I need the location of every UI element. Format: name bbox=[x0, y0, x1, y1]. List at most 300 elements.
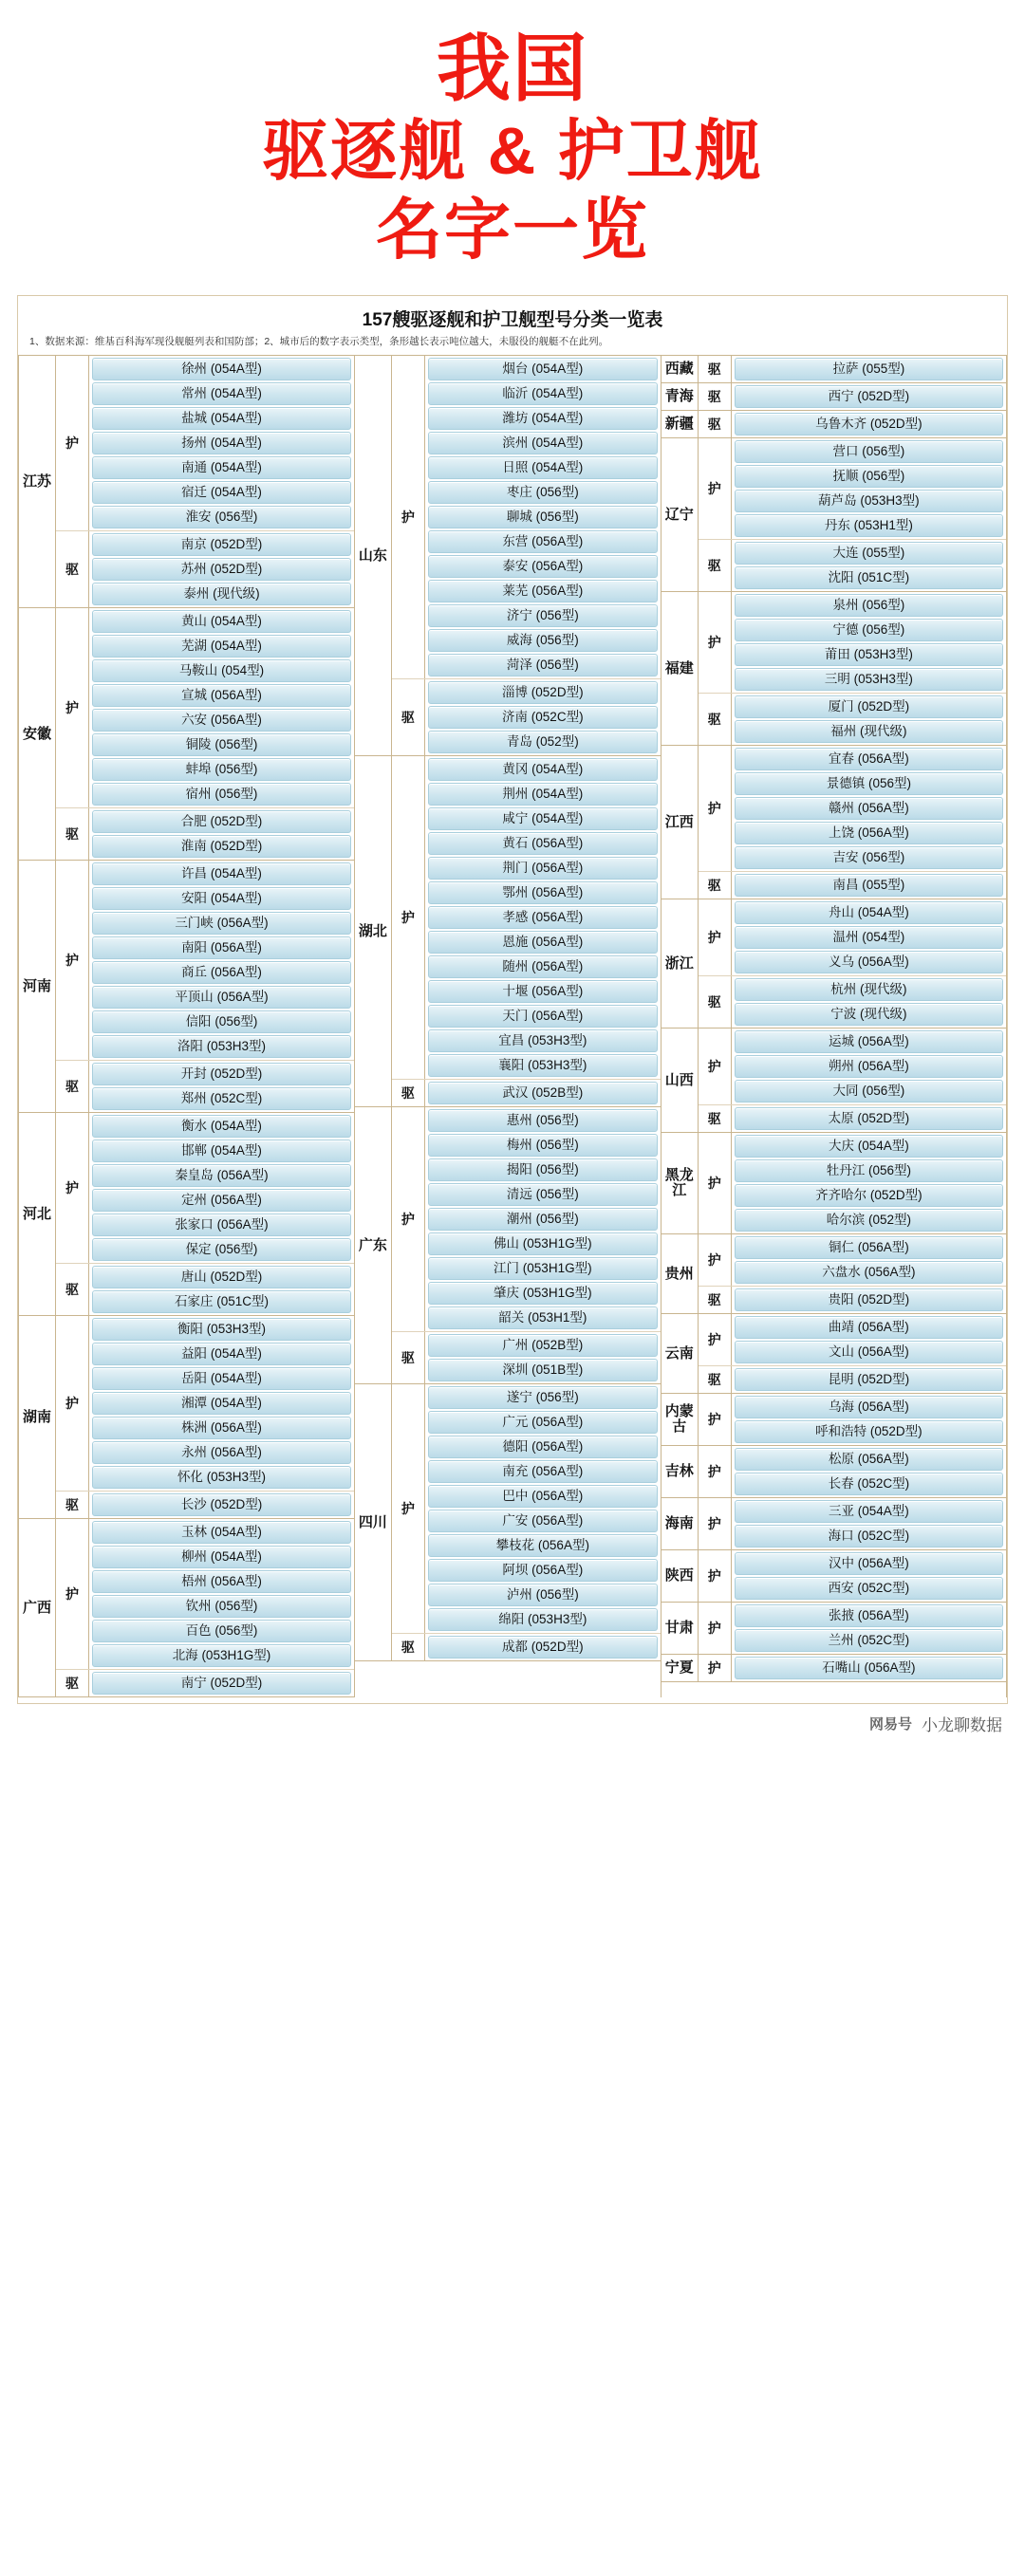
ship-type-label: 驱 bbox=[392, 1634, 425, 1660]
ship-name-chip: 攀枝花 (056A型) bbox=[428, 1534, 658, 1557]
province-body bbox=[699, 1603, 1006, 1654]
ship-name-chip: 济南 (052C型) bbox=[428, 706, 658, 729]
ship-type-label: 护 bbox=[392, 1384, 425, 1633]
province-body bbox=[699, 411, 1006, 437]
ship-name-list bbox=[425, 1332, 661, 1383]
ship-name-chip: 丹东 (053H1型) bbox=[735, 514, 1003, 537]
ship-name-chip: 梅州 (056型) bbox=[428, 1134, 658, 1157]
ship-name-chip: 乌鲁木齐 (052D型) bbox=[735, 413, 1003, 436]
ship-type-row bbox=[699, 438, 1006, 540]
province-label: 福建 bbox=[662, 592, 699, 745]
ship-name-chip: 清远 (056型) bbox=[428, 1183, 658, 1206]
ship-type-label: 护 bbox=[699, 1234, 732, 1286]
ship-type-row bbox=[699, 694, 1006, 745]
ship-type-label: 驱 bbox=[56, 808, 89, 860]
ship-name-list bbox=[732, 976, 1006, 1028]
ship-type-label: 护 bbox=[699, 1550, 732, 1602]
ship-type-row bbox=[56, 1519, 354, 1670]
ship-type-row bbox=[56, 1316, 354, 1492]
ship-name-chip: 岳阳 (054A型) bbox=[92, 1367, 351, 1390]
ship-name-chip: 泸州 (056型) bbox=[428, 1584, 658, 1606]
province-label: 甘肃 bbox=[662, 1603, 699, 1654]
province-label: 广东 bbox=[355, 1107, 392, 1383]
ship-name-chip: 泰州 (现代级) bbox=[92, 583, 351, 605]
ship-name-chip: 哈尔滨 (052型) bbox=[735, 1209, 1003, 1232]
ship-name-chip: 宣城 (056A型) bbox=[92, 684, 351, 707]
ship-type-label: 护 bbox=[56, 1316, 89, 1491]
ship-name-chip: 黄石 (056A型) bbox=[428, 832, 658, 855]
ship-type-label: 驱 bbox=[56, 531, 89, 607]
ship-name-chip: 潍坊 (054A型) bbox=[428, 407, 658, 430]
ship-name-list bbox=[732, 872, 1006, 899]
ship-type-row bbox=[392, 756, 661, 1080]
ship-name-chip: 郑州 (052C型) bbox=[92, 1087, 351, 1110]
ship-type-row bbox=[699, 356, 1006, 382]
ship-name-chip: 赣州 (056A型) bbox=[735, 797, 1003, 820]
table-note: 1、数据来源：维基百科海军现役舰艇列表和国防部；2、城市后的数字表示类型，条形越长表示吨位越大，未服役的舰艇不在此列。 bbox=[29, 336, 609, 348]
table-column bbox=[354, 356, 661, 1697]
ship-name-chip: 泰安 (056A型) bbox=[428, 555, 658, 578]
ship-name-chip: 厦门 (052D型) bbox=[735, 695, 1003, 718]
ship-name-chip: 宜春 (056A型) bbox=[735, 748, 1003, 770]
ship-type-row bbox=[56, 861, 354, 1061]
ship-name-chip: 肇庆 (053H1G型) bbox=[428, 1282, 658, 1305]
ship-type-label: 护 bbox=[56, 1113, 89, 1263]
ship-name-chip: 呼和浩特 (052D型) bbox=[735, 1420, 1003, 1443]
ship-name-chip: 西安 (052C型) bbox=[735, 1577, 1003, 1600]
ship-type-label: 驱 bbox=[392, 1080, 425, 1106]
ship-name-list bbox=[732, 1314, 1006, 1365]
ship-type-row bbox=[699, 383, 1006, 410]
province-group bbox=[662, 1498, 1006, 1550]
footer bbox=[0, 1704, 1025, 1749]
ship-name-chip: 日照 (054A型) bbox=[428, 456, 658, 479]
province-label: 陕西 bbox=[662, 1550, 699, 1602]
ship-name-list bbox=[732, 540, 1006, 591]
ship-type-label: 驱 bbox=[56, 1061, 89, 1112]
ship-type-label: 护 bbox=[699, 438, 732, 539]
ship-name-chip: 马鞍山 (054型) bbox=[92, 659, 351, 682]
province-group bbox=[662, 356, 1006, 383]
title-line-1: 我国 bbox=[436, 27, 588, 110]
province-body bbox=[699, 746, 1006, 899]
ship-name-chip: 景德镇 (056型) bbox=[735, 772, 1003, 795]
province-body bbox=[56, 1113, 354, 1315]
ship-name-chip: 长春 (052C型) bbox=[735, 1473, 1003, 1495]
ship-name-chip: 南京 (052D型) bbox=[92, 533, 351, 556]
ship-name-chip: 牡丹江 (056型) bbox=[735, 1159, 1003, 1182]
ship-name-chip: 宜昌 (053H3型) bbox=[428, 1029, 658, 1052]
ship-name-list bbox=[89, 1519, 354, 1669]
province-body bbox=[699, 438, 1006, 591]
ship-table-card bbox=[17, 295, 1008, 1704]
ship-name-list bbox=[425, 1107, 661, 1331]
province-label: 山东 bbox=[355, 356, 392, 755]
ship-name-list bbox=[732, 746, 1006, 871]
ship-type-row bbox=[392, 1107, 661, 1332]
ship-name-list bbox=[425, 1384, 661, 1633]
ship-name-list bbox=[89, 1061, 354, 1112]
province-label: 内蒙古 bbox=[662, 1394, 699, 1445]
ship-type-row bbox=[699, 1446, 1006, 1497]
ship-name-chip: 荆州 (054A型) bbox=[428, 783, 658, 806]
province-group bbox=[662, 1603, 1006, 1655]
province-label: 黑龙江 bbox=[662, 1133, 699, 1233]
province-group bbox=[662, 1655, 1006, 1682]
ship-name-chip: 常州 (054A型) bbox=[92, 382, 351, 405]
ship-name-list bbox=[732, 1603, 1006, 1654]
ship-type-label: 护 bbox=[699, 1446, 732, 1497]
ship-name-chip: 葫芦岛 (053H3型) bbox=[735, 490, 1003, 512]
ship-name-list bbox=[732, 694, 1006, 745]
ship-name-list bbox=[732, 383, 1006, 410]
ship-name-chip: 六盘水 (056A型) bbox=[735, 1261, 1003, 1284]
province-body bbox=[392, 1384, 661, 1660]
ship-name-chip: 抚顺 (056型) bbox=[735, 465, 1003, 488]
ship-type-label: 驱 bbox=[699, 383, 732, 410]
ship-name-chip: 西宁 (052D型) bbox=[735, 385, 1003, 408]
province-body bbox=[56, 356, 354, 607]
ship-name-chip: 衡水 (054A型) bbox=[92, 1115, 351, 1138]
province-body bbox=[56, 1316, 354, 1518]
ship-name-chip: 深圳 (051B型) bbox=[428, 1359, 658, 1381]
ship-name-chip: 梧州 (056A型) bbox=[92, 1570, 351, 1593]
ship-name-chip: 菏泽 (056型) bbox=[428, 654, 658, 676]
province-label: 河北 bbox=[19, 1113, 56, 1315]
province-group bbox=[19, 1519, 354, 1697]
ship-type-row bbox=[56, 356, 354, 531]
ship-type-row bbox=[56, 531, 354, 607]
ship-name-chip: 莆田 (053H3型) bbox=[735, 643, 1003, 666]
ship-name-list bbox=[732, 1498, 1006, 1549]
province-body bbox=[56, 1519, 354, 1696]
ship-type-label: 护 bbox=[699, 1029, 732, 1104]
province-group bbox=[662, 411, 1006, 438]
ship-name-list bbox=[89, 608, 354, 807]
ship-type-row bbox=[699, 1655, 1006, 1681]
ship-type-label: 护 bbox=[392, 756, 425, 1079]
ship-name-chip: 松原 (056A型) bbox=[735, 1448, 1003, 1471]
ship-name-chip: 怀化 (053H3型) bbox=[92, 1466, 351, 1489]
ship-name-chip: 襄阳 (053H3型) bbox=[428, 1054, 658, 1077]
ship-type-row bbox=[392, 1332, 661, 1383]
ship-name-chip: 玉林 (054A型) bbox=[92, 1521, 351, 1544]
ship-name-chip: 苏州 (052D型) bbox=[92, 558, 351, 581]
ship-type-row bbox=[56, 1061, 354, 1112]
province-body bbox=[699, 1498, 1006, 1549]
ship-name-chip: 益阳 (054A型) bbox=[92, 1343, 351, 1365]
ship-type-label: 护 bbox=[699, 746, 732, 871]
ship-type-row bbox=[56, 608, 354, 808]
ship-type-row bbox=[699, 872, 1006, 899]
ship-type-label: 护 bbox=[699, 1603, 732, 1654]
province-label: 浙江 bbox=[662, 899, 699, 1028]
ship-name-chip: 北海 (053H1G型) bbox=[92, 1644, 351, 1667]
ship-name-chip: 曲靖 (056A型) bbox=[735, 1316, 1003, 1339]
province-group bbox=[355, 1384, 661, 1661]
ship-name-chip: 淄博 (052D型) bbox=[428, 681, 658, 704]
ship-name-chip: 安阳 (054A型) bbox=[92, 887, 351, 910]
province-group bbox=[355, 756, 661, 1107]
ship-type-row bbox=[699, 1498, 1006, 1549]
ship-type-label: 护 bbox=[392, 356, 425, 678]
province-label: 江苏 bbox=[19, 356, 56, 607]
ship-type-label: 护 bbox=[699, 1498, 732, 1549]
ship-type-label: 护 bbox=[699, 1314, 732, 1365]
ship-name-chip: 杭州 (现代级) bbox=[735, 978, 1003, 1001]
title-block bbox=[0, 0, 1025, 286]
ship-type-label: 护 bbox=[699, 1133, 732, 1233]
ship-name-list bbox=[732, 438, 1006, 539]
ship-name-list bbox=[732, 1105, 1006, 1132]
ship-type-label: 驱 bbox=[699, 1366, 732, 1393]
ship-name-chip: 柳州 (054A型) bbox=[92, 1546, 351, 1568]
province-body bbox=[56, 861, 354, 1112]
ship-type-label: 驱 bbox=[699, 356, 732, 382]
ship-name-chip: 德阳 (056A型) bbox=[428, 1436, 658, 1458]
ship-type-label: 驱 bbox=[699, 1287, 732, 1313]
province-label: 宁夏 bbox=[662, 1655, 699, 1681]
province-body bbox=[392, 1107, 661, 1383]
ship-name-chip: 盐城 (054A型) bbox=[92, 407, 351, 430]
ship-type-label: 驱 bbox=[392, 1332, 425, 1383]
ship-type-row bbox=[699, 1133, 1006, 1233]
province-group bbox=[19, 1316, 354, 1519]
ship-type-row bbox=[699, 1105, 1006, 1132]
province-label: 辽宁 bbox=[662, 438, 699, 591]
ship-name-chip: 阿坝 (056A型) bbox=[428, 1559, 658, 1582]
ship-type-label: 护 bbox=[392, 1107, 425, 1331]
ship-name-list bbox=[89, 861, 354, 1060]
ship-name-chip: 巴中 (056A型) bbox=[428, 1485, 658, 1508]
ship-name-chip: 舟山 (054A型) bbox=[735, 901, 1003, 924]
province-label: 山西 bbox=[662, 1029, 699, 1132]
province-group bbox=[662, 1550, 1006, 1603]
ship-name-chip: 黄冈 (054A型) bbox=[428, 758, 658, 781]
ship-type-row bbox=[699, 1366, 1006, 1393]
ship-type-row bbox=[699, 976, 1006, 1028]
ship-name-chip: 吉安 (056型) bbox=[735, 846, 1003, 869]
ship-name-chip: 遂宁 (056型) bbox=[428, 1386, 658, 1409]
ship-name-chip: 福州 (现代级) bbox=[735, 720, 1003, 743]
ship-name-list bbox=[425, 1080, 661, 1106]
province-body bbox=[392, 356, 661, 755]
ship-name-chip: 东营 (056A型) bbox=[428, 530, 658, 553]
ship-type-row bbox=[392, 1080, 661, 1106]
ship-name-list bbox=[425, 1634, 661, 1660]
ship-name-list bbox=[89, 1264, 354, 1315]
province-body bbox=[392, 756, 661, 1106]
ship-type-label: 驱 bbox=[392, 679, 425, 755]
ship-name-chip: 文山 (056A型) bbox=[735, 1341, 1003, 1363]
ship-type-row bbox=[699, 1394, 1006, 1445]
ship-name-chip: 三亚 (054A型) bbox=[735, 1500, 1003, 1523]
ship-type-label: 驱 bbox=[699, 1105, 732, 1132]
ship-name-chip: 汉中 (056A型) bbox=[735, 1552, 1003, 1575]
province-label: 河南 bbox=[19, 861, 56, 1112]
ship-table-grid bbox=[18, 355, 1007, 1697]
ship-type-row bbox=[699, 411, 1006, 437]
ship-name-list bbox=[89, 1316, 354, 1491]
ship-name-list bbox=[732, 1029, 1006, 1104]
ship-name-chip: 贵阳 (052D型) bbox=[735, 1288, 1003, 1311]
ship-type-row bbox=[699, 899, 1006, 976]
province-group bbox=[662, 1029, 1006, 1133]
province-body bbox=[699, 356, 1006, 382]
province-body bbox=[56, 608, 354, 860]
province-label: 安徽 bbox=[19, 608, 56, 860]
province-body bbox=[699, 383, 1006, 410]
province-body bbox=[699, 1550, 1006, 1602]
province-label: 新疆 bbox=[662, 411, 699, 437]
ship-name-chip: 南通 (054A型) bbox=[92, 456, 351, 479]
ship-name-chip: 三门峡 (056A型) bbox=[92, 912, 351, 935]
ship-name-chip: 邯郸 (054A型) bbox=[92, 1140, 351, 1162]
ship-name-list bbox=[89, 356, 354, 530]
ship-name-list bbox=[732, 1234, 1006, 1286]
ship-name-chip: 南阳 (056A型) bbox=[92, 936, 351, 959]
province-body bbox=[699, 1029, 1006, 1132]
province-body bbox=[699, 1234, 1006, 1313]
table-column bbox=[18, 356, 354, 1697]
ship-type-row bbox=[699, 540, 1006, 591]
ship-type-row bbox=[699, 1550, 1006, 1602]
ship-name-chip: 淮南 (052D型) bbox=[92, 835, 351, 858]
ship-name-list bbox=[425, 679, 661, 755]
ship-type-row bbox=[392, 1634, 661, 1660]
ship-name-chip: 唐山 (052D型) bbox=[92, 1266, 351, 1288]
ship-name-chip: 扬州 (054A型) bbox=[92, 432, 351, 454]
ship-type-label: 驱 bbox=[56, 1264, 89, 1315]
ship-name-chip: 三明 (053H3型) bbox=[735, 668, 1003, 691]
province-body bbox=[699, 899, 1006, 1028]
ship-name-chip: 大同 (056型) bbox=[735, 1080, 1003, 1103]
ship-name-chip: 韶关 (053H1型) bbox=[428, 1307, 658, 1329]
ship-name-chip: 开封 (052D型) bbox=[92, 1063, 351, 1085]
ship-name-chip: 广元 (056A型) bbox=[428, 1411, 658, 1434]
ship-name-chip: 秦皇岛 (056A型) bbox=[92, 1164, 351, 1187]
ship-name-chip: 齐齐哈尔 (052D型) bbox=[735, 1184, 1003, 1207]
ship-type-label: 护 bbox=[699, 592, 732, 693]
ship-name-list bbox=[425, 756, 661, 1079]
ship-type-row bbox=[699, 1234, 1006, 1287]
ship-name-chip: 宿州 (056型) bbox=[92, 783, 351, 806]
ship-type-row bbox=[392, 1384, 661, 1634]
ship-name-chip: 成都 (052D型) bbox=[428, 1636, 658, 1659]
ship-name-chip: 保定 (056型) bbox=[92, 1238, 351, 1261]
ship-type-row bbox=[56, 1492, 354, 1518]
ship-type-label: 驱 bbox=[699, 694, 732, 745]
ship-type-label: 护 bbox=[699, 1655, 732, 1681]
table-column bbox=[661, 356, 1007, 1697]
ship-name-chip: 铜仁 (056A型) bbox=[735, 1236, 1003, 1259]
ship-name-chip: 张家口 (056A型) bbox=[92, 1214, 351, 1236]
province-body bbox=[699, 1133, 1006, 1233]
ship-name-list bbox=[732, 899, 1006, 975]
ship-name-chip: 张掖 (056A型) bbox=[735, 1604, 1003, 1627]
province-label: 吉林 bbox=[662, 1446, 699, 1497]
ship-name-chip: 太原 (052D型) bbox=[735, 1107, 1003, 1130]
ship-name-chip: 温州 (054型) bbox=[735, 926, 1003, 949]
ship-name-chip: 兰州 (052C型) bbox=[735, 1629, 1003, 1652]
ship-type-row bbox=[392, 679, 661, 755]
ship-name-chip: 石家庄 (051C型) bbox=[92, 1290, 351, 1313]
ship-name-chip: 宁德 (056型) bbox=[735, 619, 1003, 641]
ship-name-chip: 淮安 (056型) bbox=[92, 506, 351, 528]
ship-name-chip: 运城 (056A型) bbox=[735, 1030, 1003, 1053]
ship-type-row bbox=[392, 356, 661, 679]
ship-type-row bbox=[699, 1603, 1006, 1654]
ship-name-list bbox=[732, 592, 1006, 693]
ship-name-chip: 钦州 (056型) bbox=[92, 1595, 351, 1618]
province-body bbox=[699, 592, 1006, 745]
ship-name-chip: 广安 (056A型) bbox=[428, 1510, 658, 1532]
ship-name-chip: 商丘 (056A型) bbox=[92, 961, 351, 984]
ship-name-chip: 烟台 (054A型) bbox=[428, 358, 658, 380]
province-label: 四川 bbox=[355, 1384, 392, 1660]
ship-name-list bbox=[732, 1366, 1006, 1393]
ship-name-list bbox=[732, 1287, 1006, 1313]
ship-type-label: 护 bbox=[56, 1519, 89, 1669]
ship-name-chip: 潮州 (056型) bbox=[428, 1208, 658, 1231]
ship-type-label: 护 bbox=[56, 861, 89, 1060]
ship-name-chip: 荆门 (056A型) bbox=[428, 857, 658, 880]
ship-name-chip: 惠州 (056型) bbox=[428, 1109, 658, 1132]
author-name: 小龙聊数据 bbox=[922, 1716, 1002, 1735]
ship-name-chip: 枣庄 (056型) bbox=[428, 481, 658, 504]
province-body bbox=[699, 1394, 1006, 1445]
ship-name-list bbox=[732, 1394, 1006, 1445]
province-group bbox=[19, 608, 354, 861]
ship-name-chip: 临沂 (054A型) bbox=[428, 382, 658, 405]
ship-type-row bbox=[699, 1314, 1006, 1366]
ship-name-chip: 永州 (056A型) bbox=[92, 1441, 351, 1464]
province-body bbox=[699, 1314, 1006, 1393]
ship-name-chip: 滨州 (054A型) bbox=[428, 432, 658, 454]
ship-name-chip: 信阳 (056型) bbox=[92, 1010, 351, 1033]
ship-name-list bbox=[89, 808, 354, 860]
province-group bbox=[662, 1133, 1006, 1234]
ship-name-chip: 定州 (056A型) bbox=[92, 1189, 351, 1212]
title-line-2: 驱逐舰 & 护卫舰 bbox=[262, 114, 763, 189]
ship-name-chip: 南宁 (052D型) bbox=[92, 1672, 351, 1695]
ship-name-chip: 广州 (052B型) bbox=[428, 1334, 658, 1357]
ship-name-list bbox=[732, 1446, 1006, 1497]
province-label: 西藏 bbox=[662, 356, 699, 382]
ship-name-list bbox=[732, 1133, 1006, 1233]
table-caption: 157艘驱逐舰和护卫舰型号分类一览表 bbox=[362, 310, 663, 331]
ship-name-chip: 聊城 (056型) bbox=[428, 506, 658, 528]
ship-name-chip: 长沙 (052D型) bbox=[92, 1493, 351, 1516]
ship-name-chip: 青岛 (052型) bbox=[428, 731, 658, 753]
ship-name-chip: 天门 (056A型) bbox=[428, 1005, 658, 1028]
ship-name-chip: 沈阳 (051C型) bbox=[735, 566, 1003, 589]
ship-name-list bbox=[89, 1113, 354, 1263]
ship-type-label: 驱 bbox=[699, 872, 732, 899]
ship-name-chip: 十堰 (056A型) bbox=[428, 980, 658, 1003]
ship-name-list bbox=[732, 356, 1006, 382]
title-line-3: 名字一览 bbox=[376, 192, 649, 267]
ship-type-row bbox=[699, 1287, 1006, 1313]
ship-name-chip: 武汉 (052B型) bbox=[428, 1082, 658, 1104]
ship-name-list bbox=[89, 531, 354, 607]
province-group bbox=[19, 1113, 354, 1316]
ship-type-label: 驱 bbox=[56, 1492, 89, 1518]
ship-name-chip: 衡阳 (053H3型) bbox=[92, 1318, 351, 1341]
ship-name-list bbox=[732, 411, 1006, 437]
ship-type-label: 驱 bbox=[699, 540, 732, 591]
ship-name-chip: 义乌 (056A型) bbox=[735, 951, 1003, 973]
